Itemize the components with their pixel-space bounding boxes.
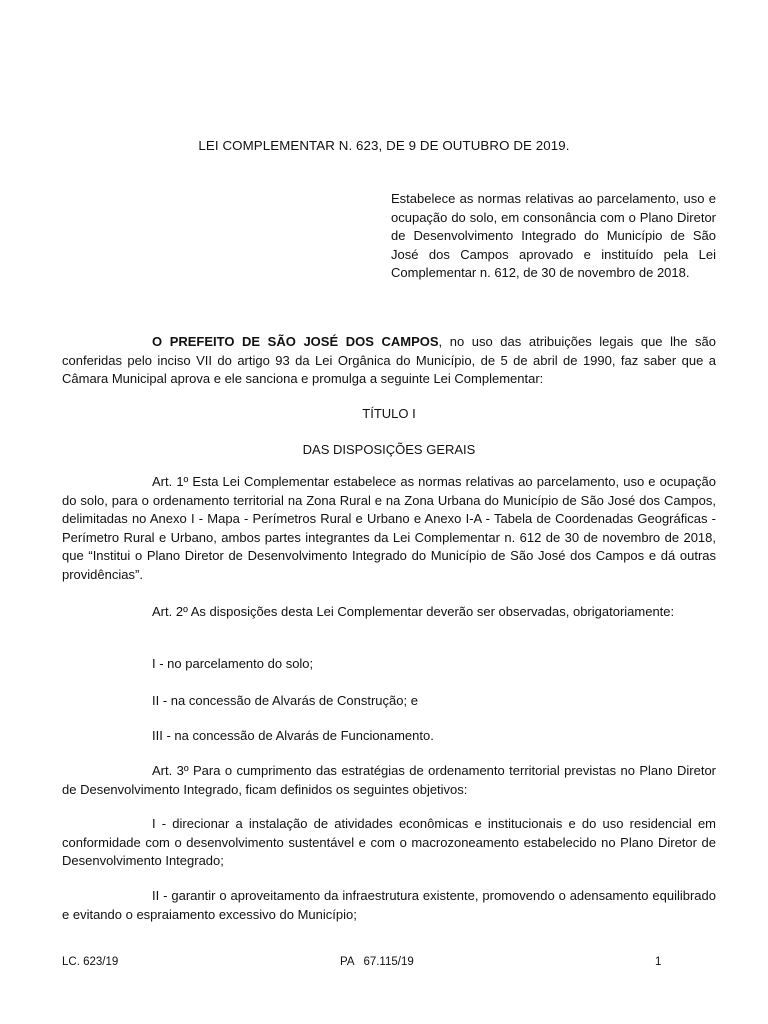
law-summary: Estabelece as normas relativas ao parcelamento, uso e ocupação do solo, em consonância com o Plano Diretor de Desenvolvimento Integrado do Município de São José dos Campos aprovado e instituído pela Lei Complementar n. 612, de 30 de novembro de 2018. — [391, 191, 716, 280]
article-2-item-i: I - no parcelamento do solo; — [152, 656, 314, 671]
article-3-item-i: I - direcionar a instalação de atividades econômicas e institucionais e do uso residencial em conformidade com o desenvolvimento sustentável e com o macrozoneamento estabelecido no Plano Diretor de Desenvolvimento Integrado; — [62, 816, 716, 868]
article-3: Art. 3º Para o cumprimento das estratégias de ordenamento territorial previstas no Plano Diretor de Desenvolvimento Integrado, ficam definidos os seguintes objetivos: — [62, 763, 716, 797]
article-2-item-iii: III - na concessão de Alvarás de Funcionamento. — [152, 728, 434, 743]
article-2: Art. 2º As disposições desta Lei Complementar deverão ser observadas, obrigatoriamente: — [152, 604, 675, 619]
footer-law-reference: LC. 623/19 — [62, 956, 119, 968]
article-2-item-ii: II - na concessão de Alvarás de Construção; e — [152, 693, 418, 708]
preamble-paragraph — [62, 333, 716, 389]
preamble-text: , no uso das atribuições legais que lhe são conferidas pelo inciso VII do artigo 93 da Lei Orgânica do Município, de 5 de abril de 1990, faz saber que a Câmara Municipal aprova e ele sanciona e promulga a seguinte Lei Complementar: — [62, 334, 717, 386]
article-3-item-ii: II - garantir o aproveitamento da infraestrutura existente, promovendo o adensamento equilibrado e evitando o espraiamento excessivo do Município; — [62, 888, 716, 922]
mayor-heading: O PREFEITO DE SÃO JOSÉ DOS CAMPOS — [152, 334, 439, 349]
article-1: Art. 1º Esta Lei Complementar estabelece as normas relativas ao parcelamento, uso e ocupação do solo, para o ordenamento territorial na Zona Rural e na Zona Urbana do Município de São José dos Campos, delimitadas no Anexo I - Mapa - Perímetros Rural e Urbano e Anexo I-A - Tabela de Coordenadas Geográficas - Perímetro Rural e Urbano, ambos partes integrantes da Lei Complementar n. 612 de 30 de novembro de 2018, que “Institui o Plano Diretor de Desenvolvimento Integrado do Município de São José dos Campos e dá outras providências”. — [62, 474, 716, 582]
footer-process-number: PA 67.115/19 — [340, 956, 414, 968]
title-heading: TÍTULO I — [362, 406, 416, 421]
law-title: LEI COMPLEMENTAR N. 623, DE 9 DE OUTUBRO DE 2019. — [198, 138, 570, 153]
section-heading: DAS DISPOSIÇÕES GERAIS — [302, 442, 476, 457]
footer-page-number: 1 — [655, 956, 662, 968]
